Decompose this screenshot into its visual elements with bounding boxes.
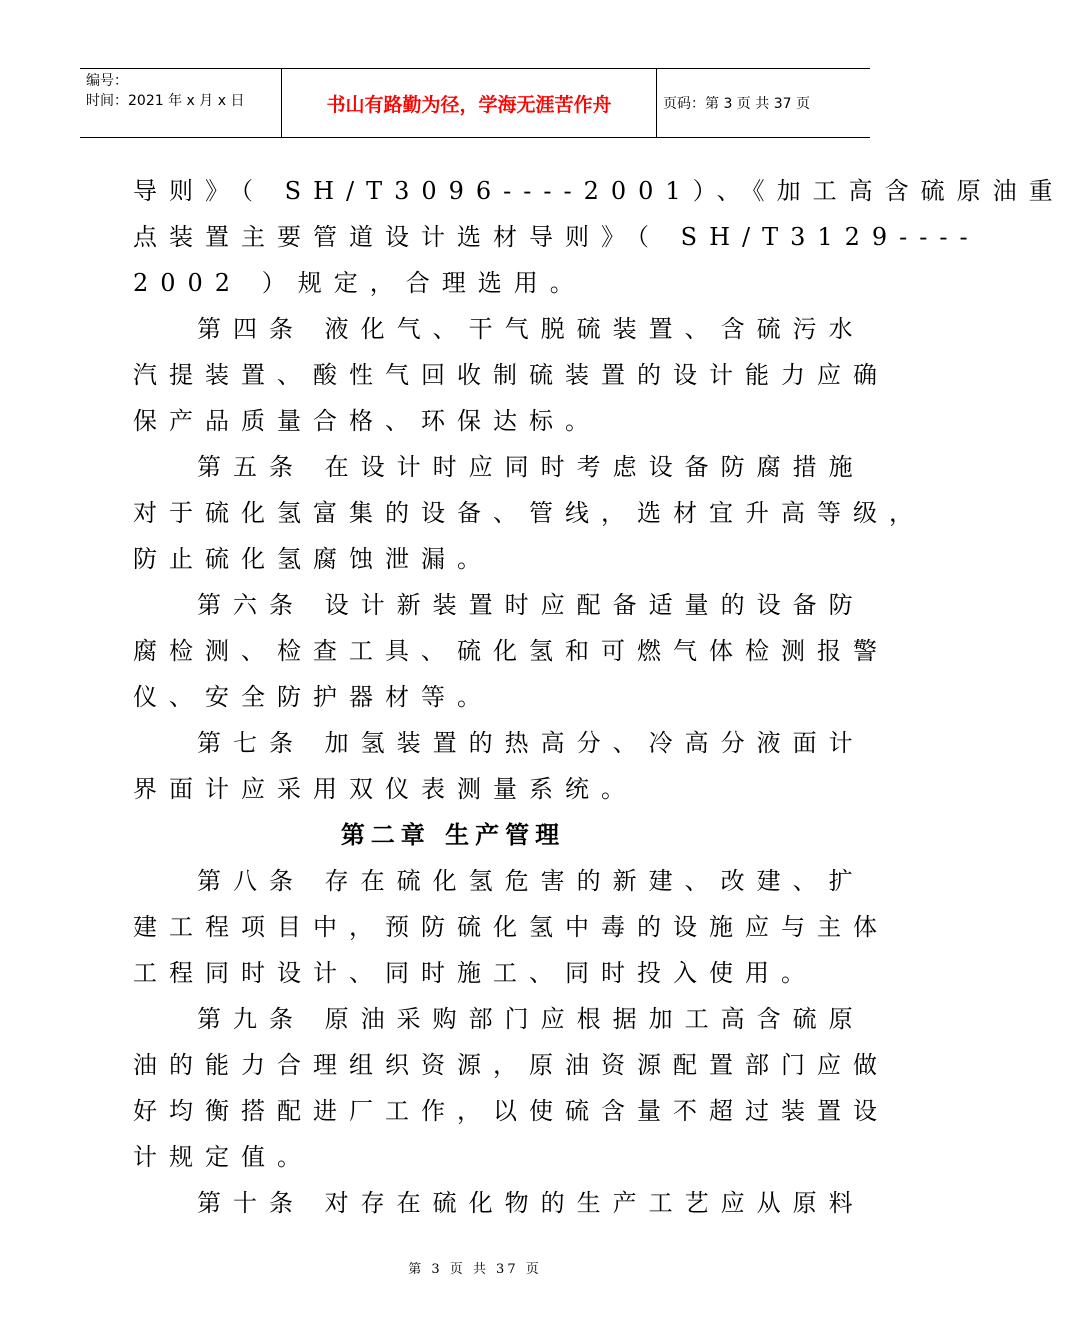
header-meta: [80, 69, 282, 137]
article-5-start: 第五条 在设计时应同时考虑设备防腐措施: [197, 453, 865, 481]
body-line: 汽提装置、酸性气回收制硫装置的设计能力应确: [133, 361, 889, 389]
header-time-label: 时间：2021 年 x 月 x 日: [86, 93, 245, 109]
body-line: 腐检测、检查工具、硫化氢和可燃气体检测报警: [133, 637, 889, 665]
body-line: 建工程项目中，预防硫化氢中毒的设施应与主体: [133, 913, 889, 941]
article-7-start: 第七条 加氢装置的热高分、冷高分液面计: [197, 729, 865, 757]
header-page-info: 页码：第 3 页 共 37 页: [663, 96, 810, 112]
article-4-start: 第四条 液化气、干气脱硫装置、含硫污水: [197, 315, 865, 343]
header-number-label: 编号：: [86, 73, 128, 89]
body-line: 计规定值。: [133, 1143, 313, 1171]
body-line: 点装置主要管道设计选材导则》（ SH/T3129----: [133, 223, 980, 251]
chapter-heading: 第二章 生产管理: [340, 821, 566, 849]
document-body: [133, 168, 1065, 1226]
body-line: 保产品质量合格、环保达标。: [133, 407, 601, 435]
body-line: 好均衡搭配进厂工作，以使硫含量不超过装置设: [133, 1097, 889, 1125]
body-line: 防止硫化氢腐蚀泄漏。: [133, 545, 493, 573]
document-header: [80, 68, 870, 138]
body-line: 对于硫化氢富集的设备、管线，选材宜升高等级，: [133, 499, 925, 527]
body-line: 油的能力合理组织资源，原油资源配置部门应做: [133, 1051, 889, 1079]
article-9-start: 第九条 原油采购部门应根据加工高含硫原: [197, 1005, 865, 1033]
body-line: 界面计应采用双仪表测量系统。: [133, 775, 637, 803]
body-line: 仪、安全防护器材等。: [133, 683, 493, 711]
body-line: 导则》（ SH/T3096----2001）、《加工高含硫原油重: [133, 177, 1065, 205]
body-line: 2002 ）规定，合理选用。: [133, 269, 586, 297]
article-8-start: 第八条 存在硫化氢危害的新建、改建、扩: [197, 867, 865, 895]
article-10-start: 第十条 对存在硫化物的生产工艺应从原料: [197, 1189, 865, 1217]
page-footer: 第 3 页 共 37 页: [408, 1262, 542, 1277]
body-line: 工程同时设计、同时施工、同时投入使用。: [133, 959, 817, 987]
header-motto: 书山有路勤为径，学海无涯苦作舟: [282, 69, 657, 137]
article-6-start: 第六条 设计新装置时应配备适量的设备防: [197, 591, 865, 619]
